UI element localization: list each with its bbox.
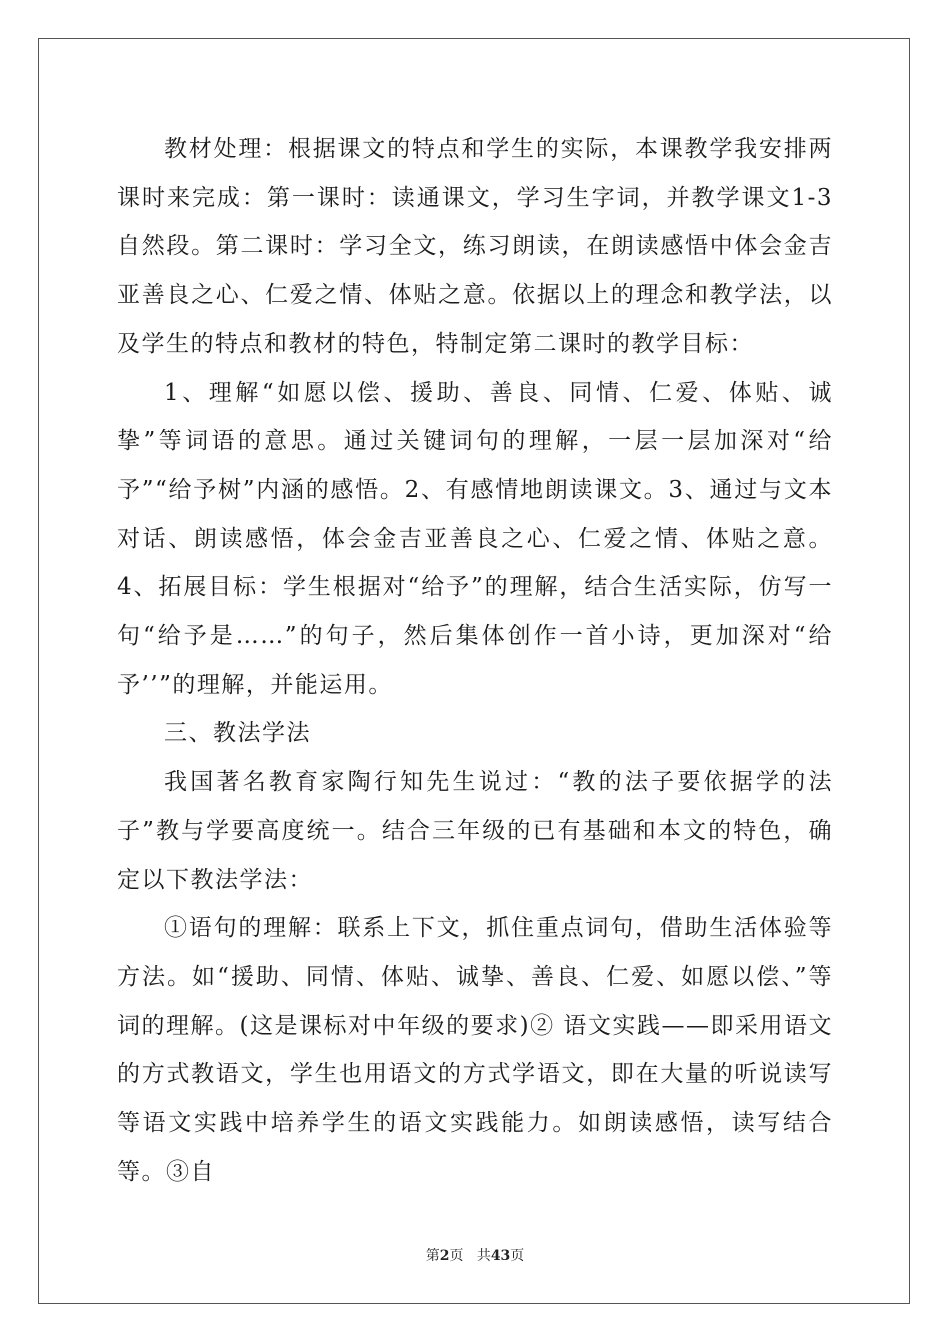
document-body [117,125,833,1196]
paragraph-teaching-goals: 1、理解“如愿以偿、援助、善良、同情、仁爱、体贴、诚挚”等词语的意思。通过关键词句的理解，一层一层加深对“给予”“给予树”内涵的感悟。2、有感情地朗读课文。3、通过与文本对话、朗读感悟，体会金吉亚善良之心、仁爱之情、体贴之意。4、拓展目标：学生根据对“给予”的理解，结合生活实际，仿写一句“给予是……”的句子，然后集体创作一首小诗，更加深对“给予’’”的理解，并能运用。 [117,379,833,698]
paragraph-tao-xingzhi-quote: 我国著名教育家陶行知先生说过：“教的法子要依据学的法子”教与学要高度统一。结合三年级的已有基础和本文的特色，确定以下教法学法： [117,769,833,893]
paragraph-teaching-material: 教材处理：根据课文的特点和学生的实际，本课教学我安排两课时来完成：第一课时：读通课文，学习生字词，并教学课文1-3自然段。第二课时：学习全文，练习朗读，在朗读感悟中体会金吉亚善良之心、仁爱之情、体贴之意。依据以上的理念和教学法，以及学生的特点和教材的特色，特制定第二课时的教学目标： [117,136,833,357]
footer-total-pages: 43 [490,1248,511,1264]
paragraph-methods-list: ①语句的理解：联系上下文，抓住重点词句，借助生活体验等方法。如“援助、同情、体贴、诚挚、善良、仁爱、如愿以偿、”等词的理解。(这是课标对中年级的要求)② 语文实践——即采用语文的方式教语文，学生也用语文的方式学语文，即在大量的听说读写等语文实践中培养学生的语文实践能力。如朗读感悟，读写结合等。③自 [117,915,833,1185]
section-heading-methods: 三、教法学法 [164,720,311,747]
footer-total-unit: 页 [510,1248,525,1264]
footer-prefix: 第 [425,1248,440,1264]
page-footer [0,1246,950,1266]
footer-total-prefix: 共 [476,1248,491,1264]
footer-page-number: 2 [439,1248,450,1264]
footer-page-unit: 页 [449,1248,464,1264]
